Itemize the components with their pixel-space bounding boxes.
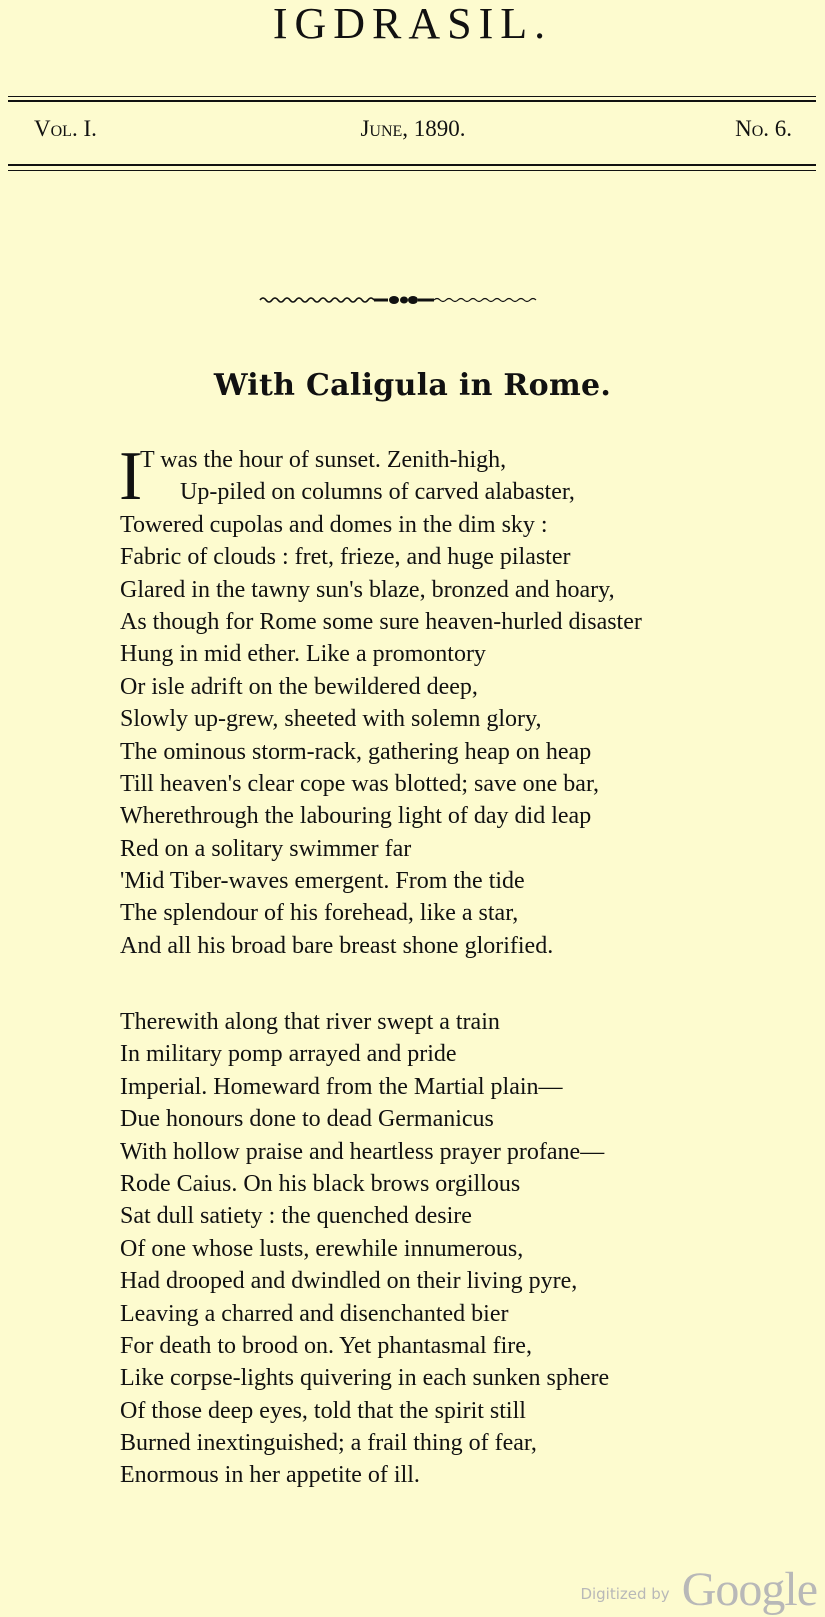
poem-line: Or isle adrift on the bewildered deep, xyxy=(120,673,478,700)
poem-line: Hung in mid ether. Like a promontory xyxy=(120,641,486,668)
poem-title: With Caligula in Rome. xyxy=(213,368,612,403)
poem-line: Imperial. Homeward from the Martial plain— xyxy=(120,1073,563,1100)
google-logo: Google xyxy=(681,1563,817,1616)
ornament-divider xyxy=(258,292,538,306)
poem-line: Enormous in her appetite of ill. xyxy=(120,1462,420,1489)
journal-title: IGDRASIL. xyxy=(272,0,553,48)
issue-date: June, 1890. xyxy=(360,116,466,141)
poem-line: Of one whose lusts, erewhile innumerous, xyxy=(120,1235,524,1262)
poem-line: Up-piled on columns of carved alabaster, xyxy=(180,479,575,506)
issue-number: No. 6. xyxy=(735,116,792,141)
volume-label: Vol. I. xyxy=(34,116,97,141)
poem-line: Slowly up-grew, sheeted with solemn glory, xyxy=(120,706,542,733)
poem-line: Therewith along that river swept a train xyxy=(120,1009,500,1035)
poem-line: T was the hour of sunset. Zenith-high, xyxy=(140,447,507,473)
poem-line: In military pomp arrayed and pride xyxy=(120,1041,457,1068)
poem-line: Of those deep eyes, told that the spirit still xyxy=(120,1397,526,1424)
poem-line: Glared in the tawny sun's blaze, bronzed and hoary, xyxy=(120,576,615,603)
poem-line: Burned inextinguished; a frail thing of fear, xyxy=(120,1430,537,1457)
poem-line: Due honours done to dead Germanicus xyxy=(120,1106,494,1133)
poem-line: Wherethrough the labouring light of day did leap xyxy=(120,803,592,830)
digitization-watermark xyxy=(580,1562,817,1614)
poem-line: Had drooped and dwindled on their living pyre, xyxy=(120,1268,578,1295)
poem-line: Sat dull satiety : the quenched desire xyxy=(120,1203,472,1230)
poem-stanza-1 xyxy=(119,438,810,962)
drop-cap: I xyxy=(119,438,143,515)
poem-line: With hollow praise and heartless prayer profane— xyxy=(120,1138,605,1165)
poem-stanza-2 xyxy=(120,1006,810,1492)
poem-line: The ominous storm-rack, gathering heap on heap xyxy=(120,738,592,765)
poem-line: 'Mid Tiber-waves emergent. From the tide xyxy=(120,868,525,895)
digitized-by-label: Digitized by xyxy=(580,1585,670,1603)
poem-line: As though for Rome some sure heaven-hurled disaster xyxy=(120,608,642,635)
poem-line: Rode Caius. On his black brows orgillous xyxy=(120,1170,521,1197)
poem-line: Leaving a charred and disenchanted bier xyxy=(120,1300,509,1327)
poem-line: And all his broad bare breast shone glorified. xyxy=(120,932,554,959)
issue-line xyxy=(34,116,792,150)
poem-line: Fabric of clouds : fret, frieze, and huge pilaster xyxy=(120,544,571,571)
poem-line: Till heaven's clear cope was blotted; save one bar, xyxy=(120,770,599,797)
poem-line: For death to brood on. Yet phantasmal fire, xyxy=(120,1332,532,1359)
poem-line: The splendour of his forehead, like a star, xyxy=(120,900,519,927)
poem-line: Towered cupolas and domes in the dim sky : xyxy=(120,511,548,538)
poem-line: Red on a solitary swimmer far xyxy=(120,835,412,862)
poem-line: Like corpse-lights quivering in each sunken sphere xyxy=(120,1365,610,1392)
